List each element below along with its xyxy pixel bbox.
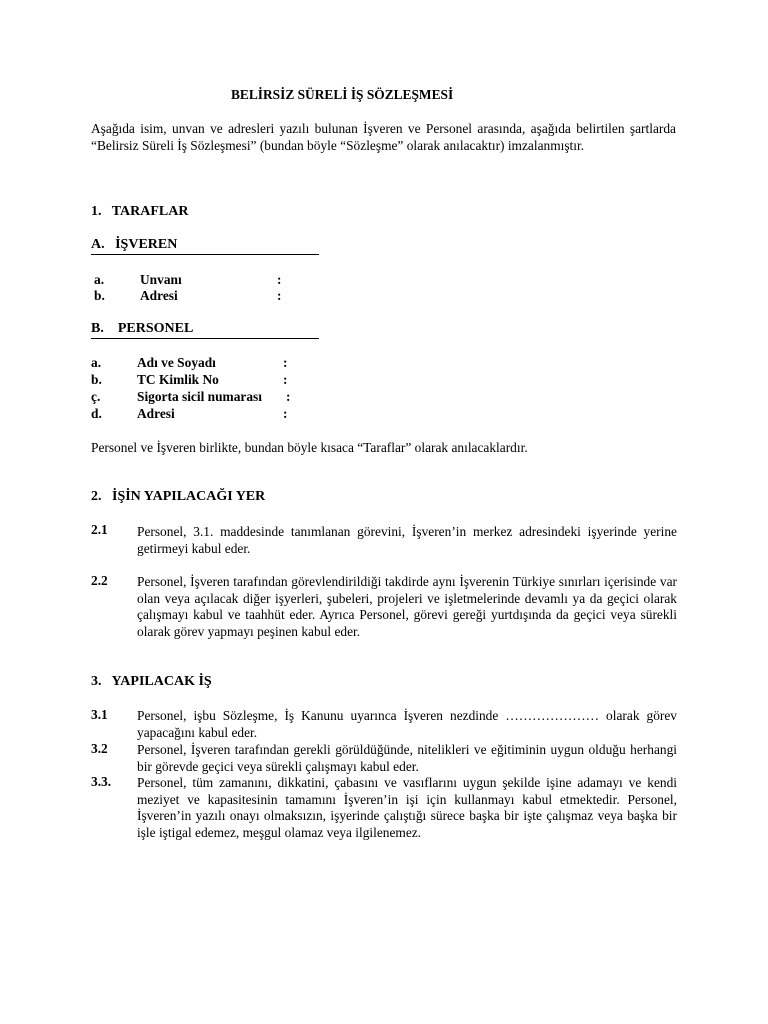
clause-text: Personel, 3.1. maddesinde tanımlanan görevini, İşveren’in merkez adresindeki işyerinde yerine getirmeyi kabul eder. <box>137 524 677 556</box>
clause-number: 2.1 <box>91 522 108 537</box>
intro-paragraph: Aşağıda isim, unvan ve adresleri yazılı bulunan İşveren ve Personel arasında, aşağıda belirtilen şartlarda “Belirsiz Süreli İş Sözleşmesi” (bundan böyle “Sözleşme” olarak anılacaktır) imzalanmıştır. <box>91 121 676 153</box>
parties-closing: Personel ve İşveren birlikte, bundan böyle kısaca “Taraflar” olarak anılacaklardır. <box>91 440 528 455</box>
employer-heading: A. İŞVEREN <box>91 237 319 255</box>
clause-text: Personel, İşveren tarafından görevlendirildiği takdirde aynı İşverenin Türkiye sınırları içerisinde var olan veya açılacak diğer işyerleri, şubeleri, projeleri ve işletmelerinde devamlı ya da geçici olarak çalışmayı kabul ve taahhüt eder. Ayrıca Personel, görevi gereği yurtdışında da geçici veya sürekli olarak görev yapmayı peşinen kabul eder. <box>137 574 677 639</box>
section-1-heading: 1. TARAFLAR <box>91 204 189 219</box>
clause-text: Personel, tüm zamanını, dikkatini, çabasını ve vasıflarını uygun şekilde işine adamayı ve kendi meziyet ve kapasitesinin tamamını İşveren’in işi için kullanmayı kabul etmektedir. Personel, İşveren’in yazılı onayı olmaksızın, işyerinde çalıştığı sürece başka bir işte çalışmaz veya başka bir işle iştigal edemez, meşgul olamaz veya ilgilenemez. <box>137 775 677 840</box>
personnel-fields: a. Adı ve Soyadı : b. TC Kimlik No : ç. Sigorta sicil numarası : d. Adresi : <box>91 355 291 421</box>
personnel-heading: B. PERSONEL <box>91 321 319 339</box>
clause-number: 3.3. <box>91 774 112 789</box>
clause-text: Personel, işbu Sözleşme, İş Kanunu uyarınca İşveren nezdinde ………………… olarak görev yapacağını kabul eder. <box>137 708 677 740</box>
clause-text: Personel, İşveren tarafından gerekli görüldüğünde, nitelikleri ve eğitiminin uygun olduğu herhangi bir görevde geçici veya sürekli çalışmayı kabul eder. <box>137 742 677 774</box>
section-3-heading: 3. YAPILACAK İŞ <box>91 674 212 689</box>
document-title: BELİRSİZ SÜRELİ İŞ SÖZLEŞMESİ <box>231 87 454 102</box>
clause-number: 3.1 <box>91 707 108 722</box>
clause-number: 3.2 <box>91 741 108 756</box>
clause-number: 2.2 <box>91 573 108 588</box>
section-2-heading: 2. İŞİN YAPILACAĞI YER <box>91 489 266 504</box>
employer-fields: a. Unvanı : b. Adresi : <box>94 272 282 303</box>
